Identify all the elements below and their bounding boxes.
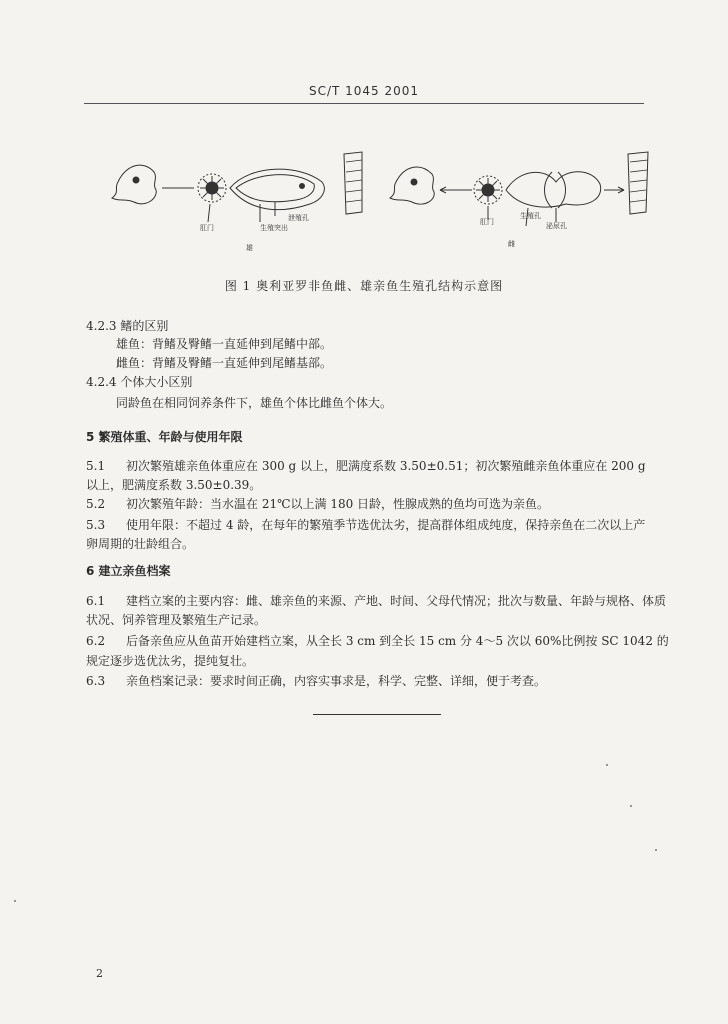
clause-6-3 [86,672,546,690]
clause-6-2-line2: 规定逐步选优汰劣，提纯复壮。 [86,654,255,668]
clause-6-1-number: 6.1 [86,594,106,608]
female-label-anus: 肛门 [480,218,494,226]
clause-6-1 [86,592,666,610]
male-sex-label: 雄 [246,244,253,252]
page-header: SC/T 1045 2001 [308,84,420,98]
clause-5-1 [86,457,646,475]
section-6-title: 6 建立亲鱼档案 [86,564,171,578]
male-label-urogenital-pore: 泄殖孔 [288,214,309,222]
header-divider [84,103,644,104]
page-number: 2 [96,967,103,980]
female-label-urinary-pore: 泌尿孔 [546,222,567,230]
female-label-genital-pore: 生殖孔 [520,212,541,220]
female-genital-lobes-icon [506,172,601,207]
male-fish-head-icon [112,165,156,204]
figure-genital-pore-diagram [100,142,660,262]
scan-speck [606,764,608,766]
clause-6-2-number: 6.2 [86,634,106,648]
scan-speck [14,900,16,902]
section-5-title: 5 繁殖体重、年龄与使用年限 [86,430,243,444]
clause-6-2-line1: 后备亲鱼应从鱼苗开始建档立案，从全长 3 cm 到全长 15 cm 分 4～5 次以 60%比例按 SC 1042 的 [126,634,669,648]
male-genital-papilla-icon [230,169,324,209]
figure-caption: 图 1 奥利亚罗非鱼雌、雄亲鱼生殖孔结构示意图 [224,279,504,293]
clause-5-2-line1: 初次繁殖年龄：当水温在 21℃以上满 180 日龄，性腺成熟的鱼均可选为亲鱼。 [126,497,550,511]
male-label-genital-papilla: 生殖突出 [260,224,288,232]
clause-5-3-line2: 卵周期的壮龄组合。 [86,537,195,551]
male-anus-starburst-icon [198,174,226,202]
male-label-anus: 肛门 [200,224,214,232]
female-fish-head-icon [390,167,434,204]
clause-5-3-number: 5.3 [86,518,106,532]
clause-5-2-number: 5.2 [86,497,106,511]
subsection-4-2-3-heading: 4.2.3 鳍的区别 [86,319,169,333]
female-anus-starburst-icon [474,176,502,204]
scan-speck [630,805,632,807]
clause-6-3-line1: 亲鱼档案记录：要求时间正确，内容实事求是，科学、完整、详细，便于考查。 [126,674,547,688]
clause-6-1-line2: 状况、饲养管理及繁殖生产记录。 [86,613,267,627]
end-of-text-rule [313,714,441,715]
clause-5-2 [86,495,549,513]
clause-5-3 [86,516,645,534]
subsection-4-2-4-heading: 4.2.4 个体大小区别 [86,375,193,389]
clause-6-3-number: 6.3 [86,674,106,688]
clause-5-1-line2: 以上，肥满度系数 3.50±0.39。 [86,478,262,492]
clause-5-3-line1: 使用年限：不超过 4 龄，在每年的繁殖季节选优汰劣，提高群体组成纯度，保持亲鱼在二次以上产 [126,518,646,532]
clause-5-1-number: 5.1 [86,459,106,473]
clause-6-1-line1: 建档立案的主要内容：雌、雄亲鱼的来源、产地、时间、父母代情况；批次与数量、年龄与规格、体质 [126,594,667,608]
clause-5-1-line1: 初次繁殖雄亲鱼体重应在 300 g 以上，肥满度系数 3.50±0.51；初次繁殖雌亲鱼体重应在 200 g [126,459,646,473]
female-sex-label: 雌 [508,240,515,248]
clause-6-2 [86,632,669,650]
fin-difference-male: 雄鱼：背鳍及臀鳍一直延伸到尾鳍中部。 [116,337,333,351]
size-difference-text: 同龄鱼在相同饲养条件下，雄鱼个体比雌鱼个体大。 [116,396,393,410]
fin-difference-female: 雌鱼：背鳍及臀鳍一直延伸到尾鳍基部。 [116,356,333,370]
scan-speck [655,849,657,851]
